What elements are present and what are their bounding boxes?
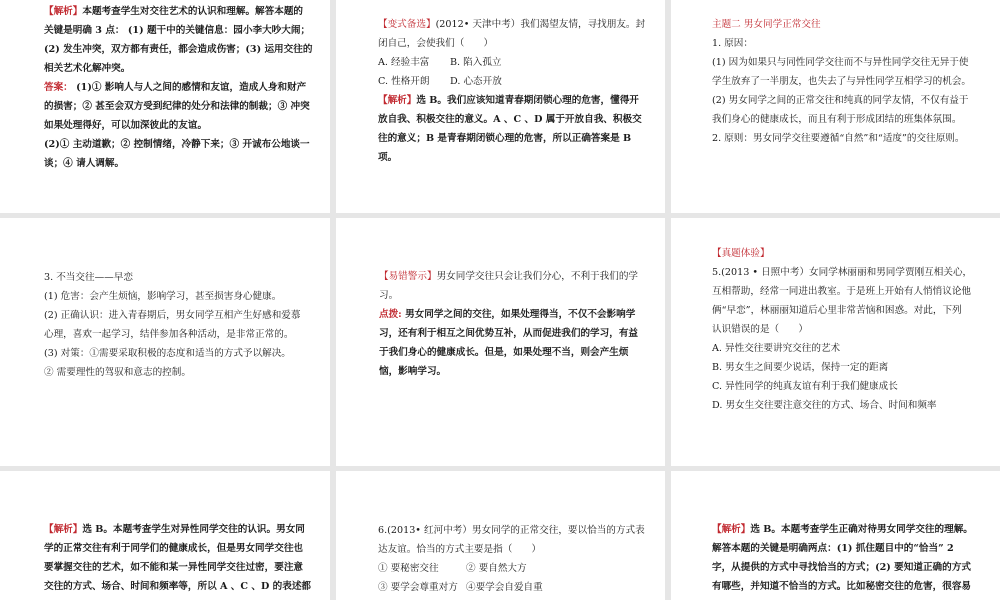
- text-line: 男女同学交往只会让我们分心，不利于我们的学: [436, 271, 639, 282]
- slide-analysis-6: [671, 471, 1000, 600]
- text-line: (2) 正确认识：进入青春期后，男女同学互相产生好感和爱慕: [44, 310, 301, 321]
- text-line: 2. 原则：男女同学交往要遵循“自然”和“适度”的交往原则。: [712, 133, 965, 144]
- question-line: (2012• 天津中考）我们渴望友情，寻找朋友。封: [435, 19, 646, 30]
- slide-topic-two: [671, 0, 1000, 213]
- option-d: D. 心态开放: [450, 76, 502, 87]
- analysis-line: (2) 发生冲突，双方都有责任，都会造成伤害；(3) 运用交往的: [44, 44, 313, 55]
- choice-1: ① 要秘密交往: [378, 563, 439, 574]
- option-c: C. 性格开朗: [378, 76, 430, 87]
- choice-4: ④要学会自爱自重: [466, 582, 543, 593]
- analysis-paragraph: [44, 520, 318, 539]
- option-b: B. 男女生之间要少说话，保持一定的距离: [712, 362, 889, 373]
- slide-error-warning: [336, 218, 665, 466]
- analysis-label: 【解析】: [712, 524, 751, 535]
- analysis-line: 选 B。我们应该知道青春期闭锁心理的危害，懂得开: [416, 95, 639, 106]
- slide-question-6: [336, 471, 665, 600]
- analysis-paragraph: [44, 2, 318, 21]
- option-d: D. 男女生交往要注意交往的方式、场合、时间和频率: [712, 400, 937, 411]
- question-line: 俩“早恋”，林丽丽知道后心里非常苦恼和困惑。对此，下列: [712, 305, 962, 316]
- text-line: ② 需要理性的驾驭和意志的控制。: [44, 367, 191, 378]
- topic-title: 主题二 男女同学正常交往: [712, 19, 821, 30]
- question-line: 认识错误的是（ ）: [712, 324, 808, 335]
- question-line: 互相帮助，经常一同进出教室。于是班上开始有人悄悄议论他: [712, 286, 972, 297]
- pointer-line: 习，还有利于相互之间优势互补，从而促进我们的学习，有益: [379, 328, 639, 339]
- analysis-line: 交往的方式、场合、时间和频率等，所以 A 、C 、D 的表述都: [44, 581, 312, 592]
- analysis-line: 关键是明确 3 点： (1) 题干中的关键信息：园小李大吵大闹；: [44, 25, 311, 36]
- warning-statement: [379, 267, 653, 286]
- answer-line: (1)① 影响人与人之间的感情和友谊，造成人身和财产: [72, 82, 307, 93]
- question-line: 达友谊。恰当的方式主要是指（ ）: [378, 544, 542, 555]
- pointer-line: 恼，影响学习。: [379, 366, 447, 377]
- pointer-line: 男女同学之间的交往，如果处理得当，不仅不会影响学: [401, 309, 636, 320]
- analysis-line: 相关艺术化解冲突。: [44, 63, 131, 74]
- question-line: 闭自己，会使我们（ ）: [378, 38, 494, 49]
- question-line: 6.(2013• 红河中考）男女同学的正常交往，要以恰当的方式表: [378, 525, 645, 536]
- options-row: [378, 559, 653, 578]
- options-row: [378, 578, 653, 597]
- analysis-label: 【解析】: [44, 524, 83, 535]
- text-line: (1) 因为如果只与同性同学交往而不与异性同学交往无异于使: [712, 57, 969, 68]
- option-b: B. 陷入孤立: [450, 57, 502, 68]
- variant-label: 【变式备选】: [378, 19, 436, 30]
- text-line: (2) 男女同学之间的正常交往和纯真的同学友情，不仅有益于: [712, 95, 969, 106]
- analysis-label: 【解析】: [378, 95, 417, 106]
- text-line: 3. 不当交往——早恋: [44, 272, 133, 283]
- question-stem: [378, 15, 653, 34]
- analysis-line: 选 B。本题考查学生正确对待男女同学交往的理解。: [750, 524, 973, 535]
- analysis-line: 选 B。本题考查学生对异性同学交往的认识。男女同: [82, 524, 305, 535]
- text-line: 我们身心的健康成长，而且有利于形成团结的班集体氛围。: [712, 114, 962, 125]
- warning-label: 【易错警示】: [379, 271, 437, 282]
- text-line: 学生放弃了一半朋友，也失去了与异性同学互相学习的机会。: [712, 76, 972, 87]
- question-line: 5.(2013 • 日照中考）女同学林丽丽和男同学贾刚互相关心，: [712, 267, 973, 278]
- slide-analysis-answer: [0, 0, 330, 213]
- slide-real-exam: [671, 218, 1000, 466]
- analysis-line: 字，从提供的方式中寻找恰当的方式；(2) 要知道正确的方式: [712, 562, 971, 573]
- pointer-line: 于我们身心的健康成长。但是，如果处理不当，则会产生烦: [379, 347, 629, 358]
- analysis-line: 有哪些，并知道不恰当的方式。比如秘密交往的危害，很容易: [712, 581, 972, 592]
- analysis-line: 本题考查学生对交往艺术的认识和理解。解答本题的: [82, 6, 304, 17]
- slide-improper-contact: [0, 218, 330, 466]
- options-row: [378, 53, 653, 72]
- analysis-line: 往的意义；B 是青春期闭锁心理的危害，所以正确答案是 B 项。: [378, 133, 632, 163]
- analysis-label: 【解析】: [44, 6, 83, 17]
- slide-variant-question: [336, 0, 665, 213]
- answer-line: (2)① 主动道歉；② 控制情绪，冷静下来；③ 开诚布公地谈一: [44, 139, 310, 150]
- analysis-paragraph: [712, 520, 988, 539]
- text-line: (1) 危害：会产生烦恼，影响学习，甚至损害身心健康。: [44, 291, 282, 302]
- answer-label: 答案：: [44, 82, 73, 93]
- option-c: C. 异性同学的纯真友谊有利于我们健康成长: [712, 381, 898, 392]
- analysis-line: 学的正常交往有利于同学们的健康成长，但是男女同学交往也: [44, 543, 304, 554]
- options-row: [378, 72, 653, 91]
- answer-line: 如果处理得好，可以加深彼此的友谊。: [44, 120, 208, 131]
- option-a: A. 异性交往要讲究交往的艺术: [712, 343, 841, 354]
- slide-analysis-5: [0, 471, 330, 600]
- analysis-line: 放自我、积极交往的意义。A 、C 、D 属于开放自我、积极交: [378, 114, 642, 125]
- pointer-paragraph: [379, 305, 653, 324]
- text-line: 心理，喜欢一起学习，结伴参加各种活动，是非常正常的。: [44, 329, 294, 340]
- choice-3: ③ 要学会尊重对方: [378, 582, 458, 593]
- exam-label: 【真题体验】: [712, 248, 770, 259]
- choice-2: ② 要自然大方: [466, 563, 527, 574]
- text-line: (3) 对策：①需要采取积极的态度和适当的方式予以解决。: [44, 348, 291, 359]
- answer-line: 的损害；② 甚至会双方受到纪律的处分和法律的制裁；③ 冲突: [44, 101, 310, 112]
- text-line: 习。: [379, 290, 399, 301]
- analysis-line: 要掌握交往的艺术，如不能和某一异性同学交往过密，要注意: [44, 562, 304, 573]
- text-line: 1. 原因：: [712, 38, 753, 49]
- answer-paragraph: [44, 78, 318, 97]
- pointer-label: 点拨:: [379, 309, 402, 320]
- answer-line: 谈；④ 请人调解。: [44, 158, 125, 169]
- analysis-line: 解答本题的关键是明确两点：(1) 抓住题目中的“恰当” 2: [712, 543, 954, 554]
- option-a: A. 经验丰富: [378, 57, 430, 68]
- analysis-paragraph: [378, 91, 653, 110]
